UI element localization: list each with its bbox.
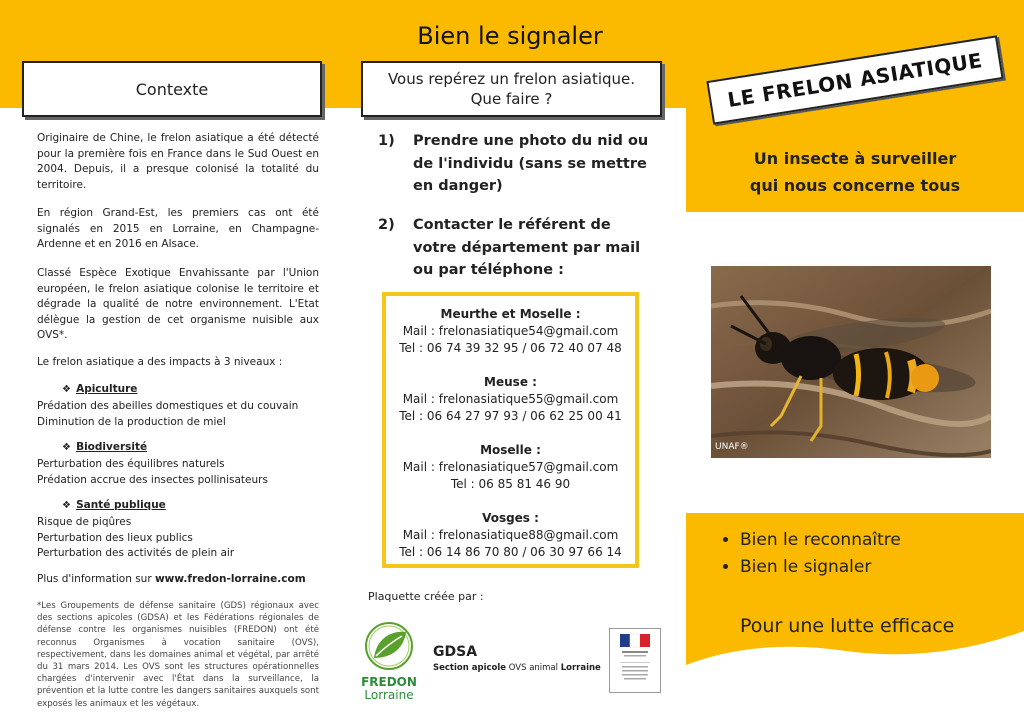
prefecture-logo [609,628,661,693]
what-to-do-box [361,61,662,117]
bullet-list [720,527,901,580]
fredon-name: FREDON [361,675,417,689]
context-paragraph-2: En région Grand-Est, les premiers cas ont été signalés en 2015 en Lorraine, en Champagne-Ardenne et en 2016 en Alsace. [37,207,319,250]
contact-mail[interactable]: Mail : frelonasiatique57@gmail.com [402,460,619,474]
banner-title: LE FRELON ASIATIQUE [725,48,985,113]
more-info-prefix: Plus d'information sur [37,573,155,585]
gdsa-subtitle [433,663,601,673]
contact-mail[interactable]: Mail : frelonasiatique55@gmail.com [402,392,619,406]
context-title-box [22,61,322,117]
hornet-image-icon [711,266,991,458]
what-to-do-line2: Que faire ? [470,90,553,108]
subtitle-line2: qui nous concerne tous [749,176,961,195]
step-1 [378,130,658,198]
fredon-logo [358,620,420,704]
section-line: Diminution de la production de miel [37,415,226,428]
footnote: *Les Groupements de défense sanitaire (GDS) régionaux avec des sections apicoles (GDSA) et les Fédérations régionales de défense contre les organismes nuisibles (FREDON) ont été reconnus Organismes à vocation sanitaire (OVS), respectivement, dans les domaines animal et végétal, par arrêté du 31 mars 2014. Les OVS sont les structures opérationnelles chargées d'intervenir avec l'État dans la surveillance, la prévention et la lutte contre les dangers sanitaires auxquels sont exposés les animaux et les végétaux. [37,601,319,709]
bullet-item: • Bien le signaler [740,554,901,581]
fredon-leaf-icon [358,620,420,672]
section-line: Risque de piqûres [37,516,132,528]
more-info [37,572,327,588]
step-number: 2) [378,217,395,233]
contact-tel[interactable]: Tel : 06 85 81 46 90 [450,477,571,491]
contact-dept: Meuse : [484,375,537,389]
section-title: Santé publique [76,499,166,511]
contact-tel[interactable]: Tel : 06 14 86 70 80 / 06 30 97 66 14 [399,545,622,559]
photo-credit: UNAF® [715,442,749,452]
section-line: Perturbation des lieux publics [37,531,193,544]
contact-box [382,292,639,568]
section-line: Perturbation des activités de plein air [37,547,235,559]
section-title: Biodiversité [76,441,148,453]
right-subtitle [690,145,1020,199]
what-to-do-line1: Vous repérez un frelon asiatique. [387,70,636,88]
impact-section-apiculture [37,377,327,430]
step-number: 1) [378,133,395,149]
context-title: Contexte [135,79,209,99]
impacts-intro: Le frelon asiatique a des impacts à 3 niveaux : [37,356,283,368]
marianne-logo-icon [610,629,660,692]
page-title: Bien le signaler [417,22,603,50]
subtitle-line1: Un insecte à surveiller [753,149,957,168]
contact-dept: Moselle : [480,443,541,457]
step-2 [378,214,658,282]
website-link[interactable]: www.fredon-lorraine.com [154,573,306,585]
impact-section-biodiversite [37,435,327,488]
contact-tel[interactable]: Tel : 06 74 39 32 95 / 06 72 40 07 48 [399,341,622,355]
contact-meuse [386,374,635,425]
contact-dept: Meurthe et Moselle : [440,307,581,321]
contact-moselle [386,442,635,493]
gdsa-sub-mid: OVS animal [506,663,561,673]
section-line: Prédation accrue des insectes pollinisateurs [37,473,268,486]
created-by-label: Plaquette créée par : [368,590,484,603]
contact-meurthe [386,306,635,357]
contact-mail[interactable]: Mail : frelonasiatique54@gmail.com [402,324,619,338]
contact-mail[interactable]: Mail : frelonasiatique88@gmail.com [402,528,619,542]
gdsa-sub-prefix: Section apicole [433,663,507,673]
contact-tel[interactable]: Tel : 06 64 27 97 93 / 06 62 25 00 41 [399,409,622,423]
hornet-photo [711,266,991,458]
diamond-bullet-icon: ❖ [62,442,71,453]
section-title: Apiculture [76,383,138,395]
step-text: Contacter le référent de votre département par mail ou par téléphone : [413,217,641,278]
diamond-bullet-icon: ❖ [62,500,71,511]
step-text: Prendre une photo du nid ou de l'individu (sans se mettre en danger) [413,133,649,194]
context-paragraph-1: Originaire de Chine, le frelon asiatique a été détecté pour la première fois en France dans le Sud Ouest en 2004. Depuis, il a presque colonisé la totalité du territoire. [37,132,319,191]
section-line: Perturbation des équilibres naturels [37,458,225,470]
contact-dept: Vosges : [482,511,539,525]
gdsa-title: GDSA [433,644,478,660]
impact-section-sante [37,493,327,562]
right-bottom-panel [686,513,1024,673]
fredon-region: Lorraine [364,688,414,702]
contact-vosges [386,510,635,561]
bullet-item: • Bien le reconnaître [740,527,901,554]
tagline: Pour une lutte efficace [740,615,955,637]
gdsa-sub-suffix: Lorraine [560,663,601,673]
diamond-bullet-icon: ❖ [62,384,71,395]
context-paragraph-3: Classé Espèce Exotique Envahissante par l'Union européen, le frelon asiatique colonise le territoire et dégrade la qualité de notre environnement. L'Etat délègue la gestion de cet organisme nuisible aux OVS*. [37,267,319,341]
section-line: Prédation des abeilles domestiques et du couvain [37,400,299,412]
